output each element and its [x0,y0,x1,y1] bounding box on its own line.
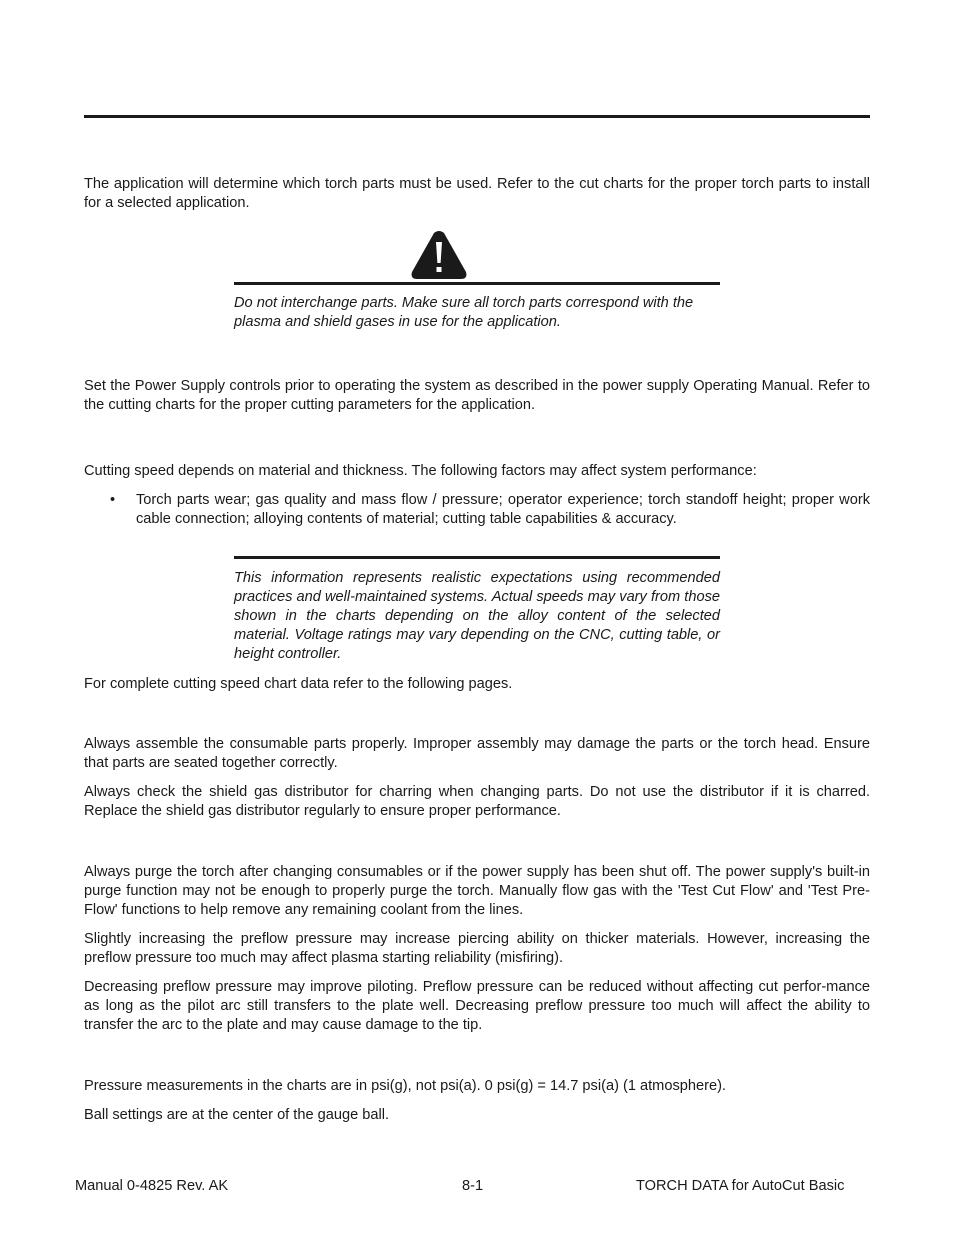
assembly-paragraph-1: Always assemble the consumable parts properly. Improper assembly may damage the parts or the torch head. Ensure that parts are seated together correctly. [84,736,870,771]
note-rule [234,556,720,559]
purge-paragraph-3: Decreasing preflow pressure may improve piloting. Preflow pressure can be reduced without affecting cut perfor-mance as long as the pilot arc still transfers to the plate well. Decreasing preflow pressure too much will affect the ability to transfer the arc to the plate and may cause damage to the tip. [84,979,870,1033]
assembly-paragraph-2: Always check the shield gas distributor for charring when changing parts. Do not use the distributor if it is charred. Replace the shield gas distributor regularly to ensure proper performance. [84,784,870,819]
header-rule [84,115,870,118]
warning-triangle-icon [410,230,468,280]
bullet-marker: • [110,492,116,508]
complete-chart-paragraph: For complete cutting speed chart data refer to the following pages. [84,676,513,692]
footer-manual: Manual 0-4825 Rev. AK [75,1178,229,1194]
note-text: This information represents realistic expectations using recommended practices and well-maintained systems. Actual speeds may vary from those shown in the charts depending on the alloy content of the selected material. Voltage ratings may vary depending on the CNC, cutting table, or height controller. [234,570,720,662]
warning-text: Do not interchange parts. Make sure all torch parts correspond with the plasma and shield gases in use for the application. [234,295,694,330]
purge-paragraph-1: Always purge the torch after changing consumables or if the power supply has been shut off. The power supply's built-in purge function may not be enough to properly purge the torch. Manually flow gas with the 'Test Cut Flow' and 'Test Pre-Flow' functions to help remove any remaining coolant from the lines. [84,864,870,918]
intro-paragraph: The application will determine which torch parts must be used. Refer to the cut charts for the proper torch parts to install for a selected application. [84,176,870,211]
purge-paragraph-2: Slightly increasing the preflow pressure may increase piercing ability on thicker materials. However, increasing the preflow pressure too much may affect plasma starting reliability (misfiring). [84,931,870,966]
performance-factors-bullet: Torch parts wear; gas quality and mass flow / pressure; operator experience; torch standoff height; proper work cable connection; alloying contents of material; cutting table capabilities & accuracy. [136,492,870,527]
pressure-paragraph-1: Pressure measurements in the charts are in psi(g), not psi(a). 0 psi(g) = 14.7 psi(a) (1 atmosphere). [84,1078,726,1094]
warning-rule [234,282,720,285]
power-supply-paragraph: Set the Power Supply controls prior to operating the system as described in the power supply Operating Manual. Refer to the cutting charts for the proper cutting parameters for the application. [84,378,870,413]
cutting-speed-intro: Cutting speed depends on material and thickness. The following factors may affect system performance: [84,463,757,479]
footer-title: TORCH DATA for AutoCut Basic [636,1178,845,1194]
footer-page-number: 8-1 [462,1178,484,1194]
pressure-paragraph-2: Ball settings are at the center of the gauge ball. [84,1107,390,1123]
